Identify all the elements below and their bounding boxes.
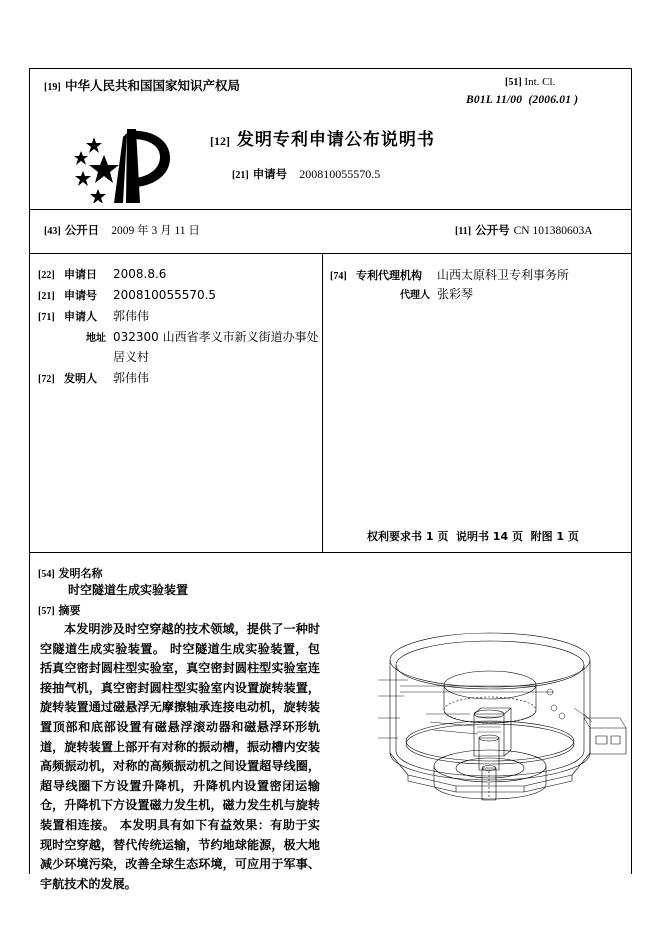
doc-tag: [12] xyxy=(210,134,230,148)
biblio-label: 申请号 xyxy=(64,288,97,302)
biblio-value: 2008.8.6 xyxy=(113,267,167,281)
pubno-value: CN 101380603A xyxy=(513,225,593,237)
biblio-label: 地址 xyxy=(86,332,106,344)
biblio-row xyxy=(38,369,149,386)
biblio-row xyxy=(38,287,216,303)
publication-date xyxy=(44,223,200,239)
pubdate-tag: [43] xyxy=(44,226,61,237)
intcl-label: Int. Cl. xyxy=(524,76,556,88)
field57-label: 摘要 xyxy=(58,604,81,617)
biblio-tag: [74] xyxy=(330,271,347,282)
biblio-value: 居义村 xyxy=(113,350,150,364)
biblio-column-divider xyxy=(322,253,323,552)
office-tag: [19] xyxy=(44,82,61,93)
doc-title: 发明专利申请公布说明书 xyxy=(236,130,435,150)
invention-title-heading xyxy=(38,567,103,582)
abstract-heading xyxy=(38,604,81,619)
field57-tag: [57] xyxy=(38,606,55,617)
pubno-tag: [11] xyxy=(455,226,472,237)
biblio-tag: [72] xyxy=(38,373,55,385)
pubdate-value: 2009 年 3 月 11 日 xyxy=(111,225,200,237)
biblio-row xyxy=(330,285,473,302)
biblio-row xyxy=(38,266,166,282)
biblio-tag: [22] xyxy=(38,270,55,281)
cnipa-emblem-icon xyxy=(70,127,178,203)
biblio-value: 郭伟伟 xyxy=(113,370,150,385)
biblio-label: 专利代理机构 xyxy=(356,269,422,282)
issuing-office xyxy=(44,78,240,95)
biblio-label: 申请日 xyxy=(64,268,97,281)
biblio-value: 200810055570.5 xyxy=(113,287,217,302)
page-count-line: 权利要求书 1 页 说明书 14 页 附图 1 页 xyxy=(367,530,579,543)
biblio-tag: [71] xyxy=(38,312,55,323)
publication-kind-title xyxy=(210,130,435,151)
field54-tag: [54] xyxy=(38,569,55,580)
abstract-text: 本发明涉及时空穿越的技术领域，提供了一种时空隧道生成实验装置。 时空隧道生成实验装置，包括真空密封圆柱型实验室，真空密封圆柱型实验室连接抽气机，真空密封圆柱型实验室内设置旋转装置，旋转装置通过磁悬浮无摩擦轴承连接电动机，旋转装置顶部和底部设置有磁悬浮滚动器和磁悬浮环形轨道，旋转装置上部开有对称的振动槽，振动槽内安装高频振动机，对称的高频振动机之间设置超导线圈，超导线圈下方设置升降机，升降机内设置密闭运输仓，升降机下方设置磁力发生机，磁力发生机与旋转装置相连接。 本发明具有如下有益效果：有助于实现时空穿越，替代传统运输，节约地球能源，极大地减少环境污染，改善全球生态环境，可应用于军事、宇航技术的发展。 xyxy=(40,622,320,891)
biblio-value: 张彩琴 xyxy=(437,286,474,301)
biblio-value: 郭伟伟 xyxy=(113,309,150,323)
biblio-row xyxy=(38,328,319,345)
biblio-row xyxy=(38,307,149,324)
intcl-tag: [51] xyxy=(505,77,522,88)
pubdate-label: 公开日 xyxy=(64,223,100,237)
header-application-number xyxy=(232,167,380,183)
biblio-value: 032300 山西省孝义市新义街道办事处 xyxy=(113,329,319,344)
biblio-label: 发明人 xyxy=(64,371,97,385)
appno-tag: [21] xyxy=(232,170,249,181)
biblio-label: 申请人 xyxy=(64,310,97,323)
appno-value: 200810055570.5 xyxy=(299,167,381,181)
biblio-row xyxy=(330,266,569,283)
office-name: 中华人民共和国国家知识产权局 xyxy=(65,78,241,93)
apparatus-perspective-drawing xyxy=(378,618,634,818)
biblio-value: 山西太原科卫专利事务所 xyxy=(437,268,570,282)
biblio-tag: [21] xyxy=(38,290,55,302)
biblio-row xyxy=(38,348,149,365)
appno-label: 申请号 xyxy=(252,167,288,181)
intcl-label-row xyxy=(505,76,555,90)
invention-title: 时空隧道生成实验装置 xyxy=(68,583,189,597)
rule-under-header xyxy=(29,209,632,210)
rule-under-dates xyxy=(29,253,632,254)
biblio-label: 代理人 xyxy=(400,289,430,301)
publication-number xyxy=(455,223,593,239)
rule-under-biblio xyxy=(29,552,632,553)
pubno-label: 公开号 xyxy=(475,223,510,237)
field54-label: 发明名称 xyxy=(58,567,103,580)
intcl-value: B01L 11/00 (2006.01 ) xyxy=(466,94,579,106)
